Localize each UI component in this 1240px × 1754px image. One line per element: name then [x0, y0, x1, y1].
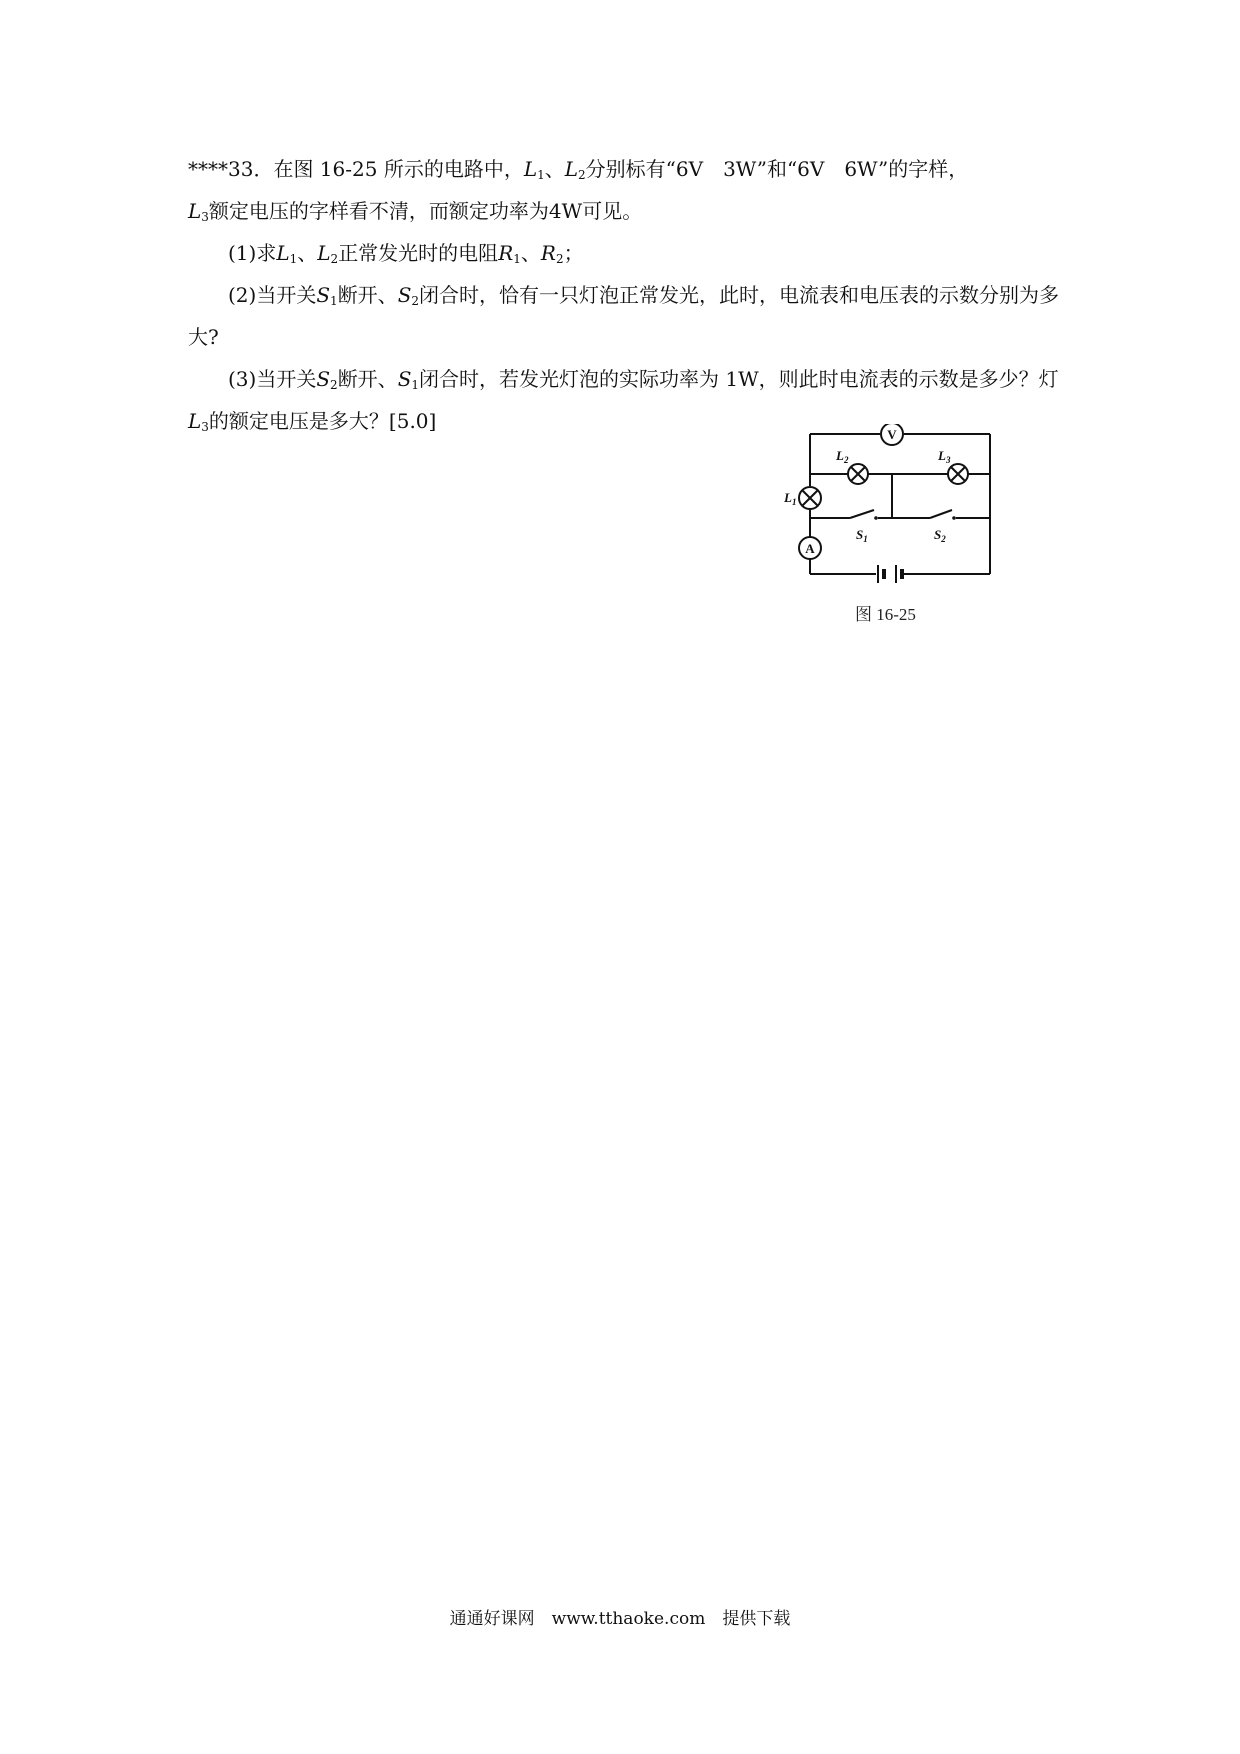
question-2: (2)当开关$S_1$断开、$S_2$闭合时，恰有一只灯泡正常发光，此时，电流表和电压表的示数分别为多大?	[188, 283, 1060, 349]
label-l2: $L_2$	[836, 448, 849, 465]
label-s1: $S_1$	[856, 527, 868, 544]
ammeter-icon	[799, 537, 821, 559]
circuit-svg	[780, 424, 1006, 594]
question-1: (1)求$L_1$、$L_2$正常发光时的电阻$R_1$、$R_2$；	[228, 241, 584, 266]
switch-s1-contact	[874, 516, 878, 520]
lamp-l1-icon	[799, 487, 821, 509]
battery-icon	[878, 565, 902, 583]
circuit-diagram	[780, 424, 1006, 624]
voltmeter-label: V	[887, 427, 897, 442]
figure-caption: 图 16-25	[855, 605, 916, 624]
label-l1: $L_1$	[784, 490, 797, 507]
lamp-l3-icon	[948, 464, 968, 484]
page-footer: 通通好课网 www.tthaoke.com 提供下载	[449, 1609, 791, 1629]
problem-33	[188, 148, 1063, 442]
question-3: (3)当开关$S_2$断开、$S_1$闭合时，若发光灯泡的实际功率为 1W，则此时电流表的示数是多少？灯$L_3$的额定电压是多大？[5.0]	[188, 367, 1059, 434]
switch-s2-contact	[952, 516, 956, 520]
ammeter-label: A	[805, 541, 815, 556]
label-s2: $S_2$	[934, 527, 946, 544]
label-l3: $L_3$	[938, 448, 951, 465]
problem-statement: ****33．在图 16-25 所示的电路中，$L_1$、$L_2$分别标有“6V 3W”和“6V 6W”的字样， $L_3$额定电压的字样看不清，而额定功率为4W可见。	[188, 157, 969, 224]
voltmeter-icon	[881, 424, 903, 445]
lamp-l2-icon	[848, 464, 868, 484]
